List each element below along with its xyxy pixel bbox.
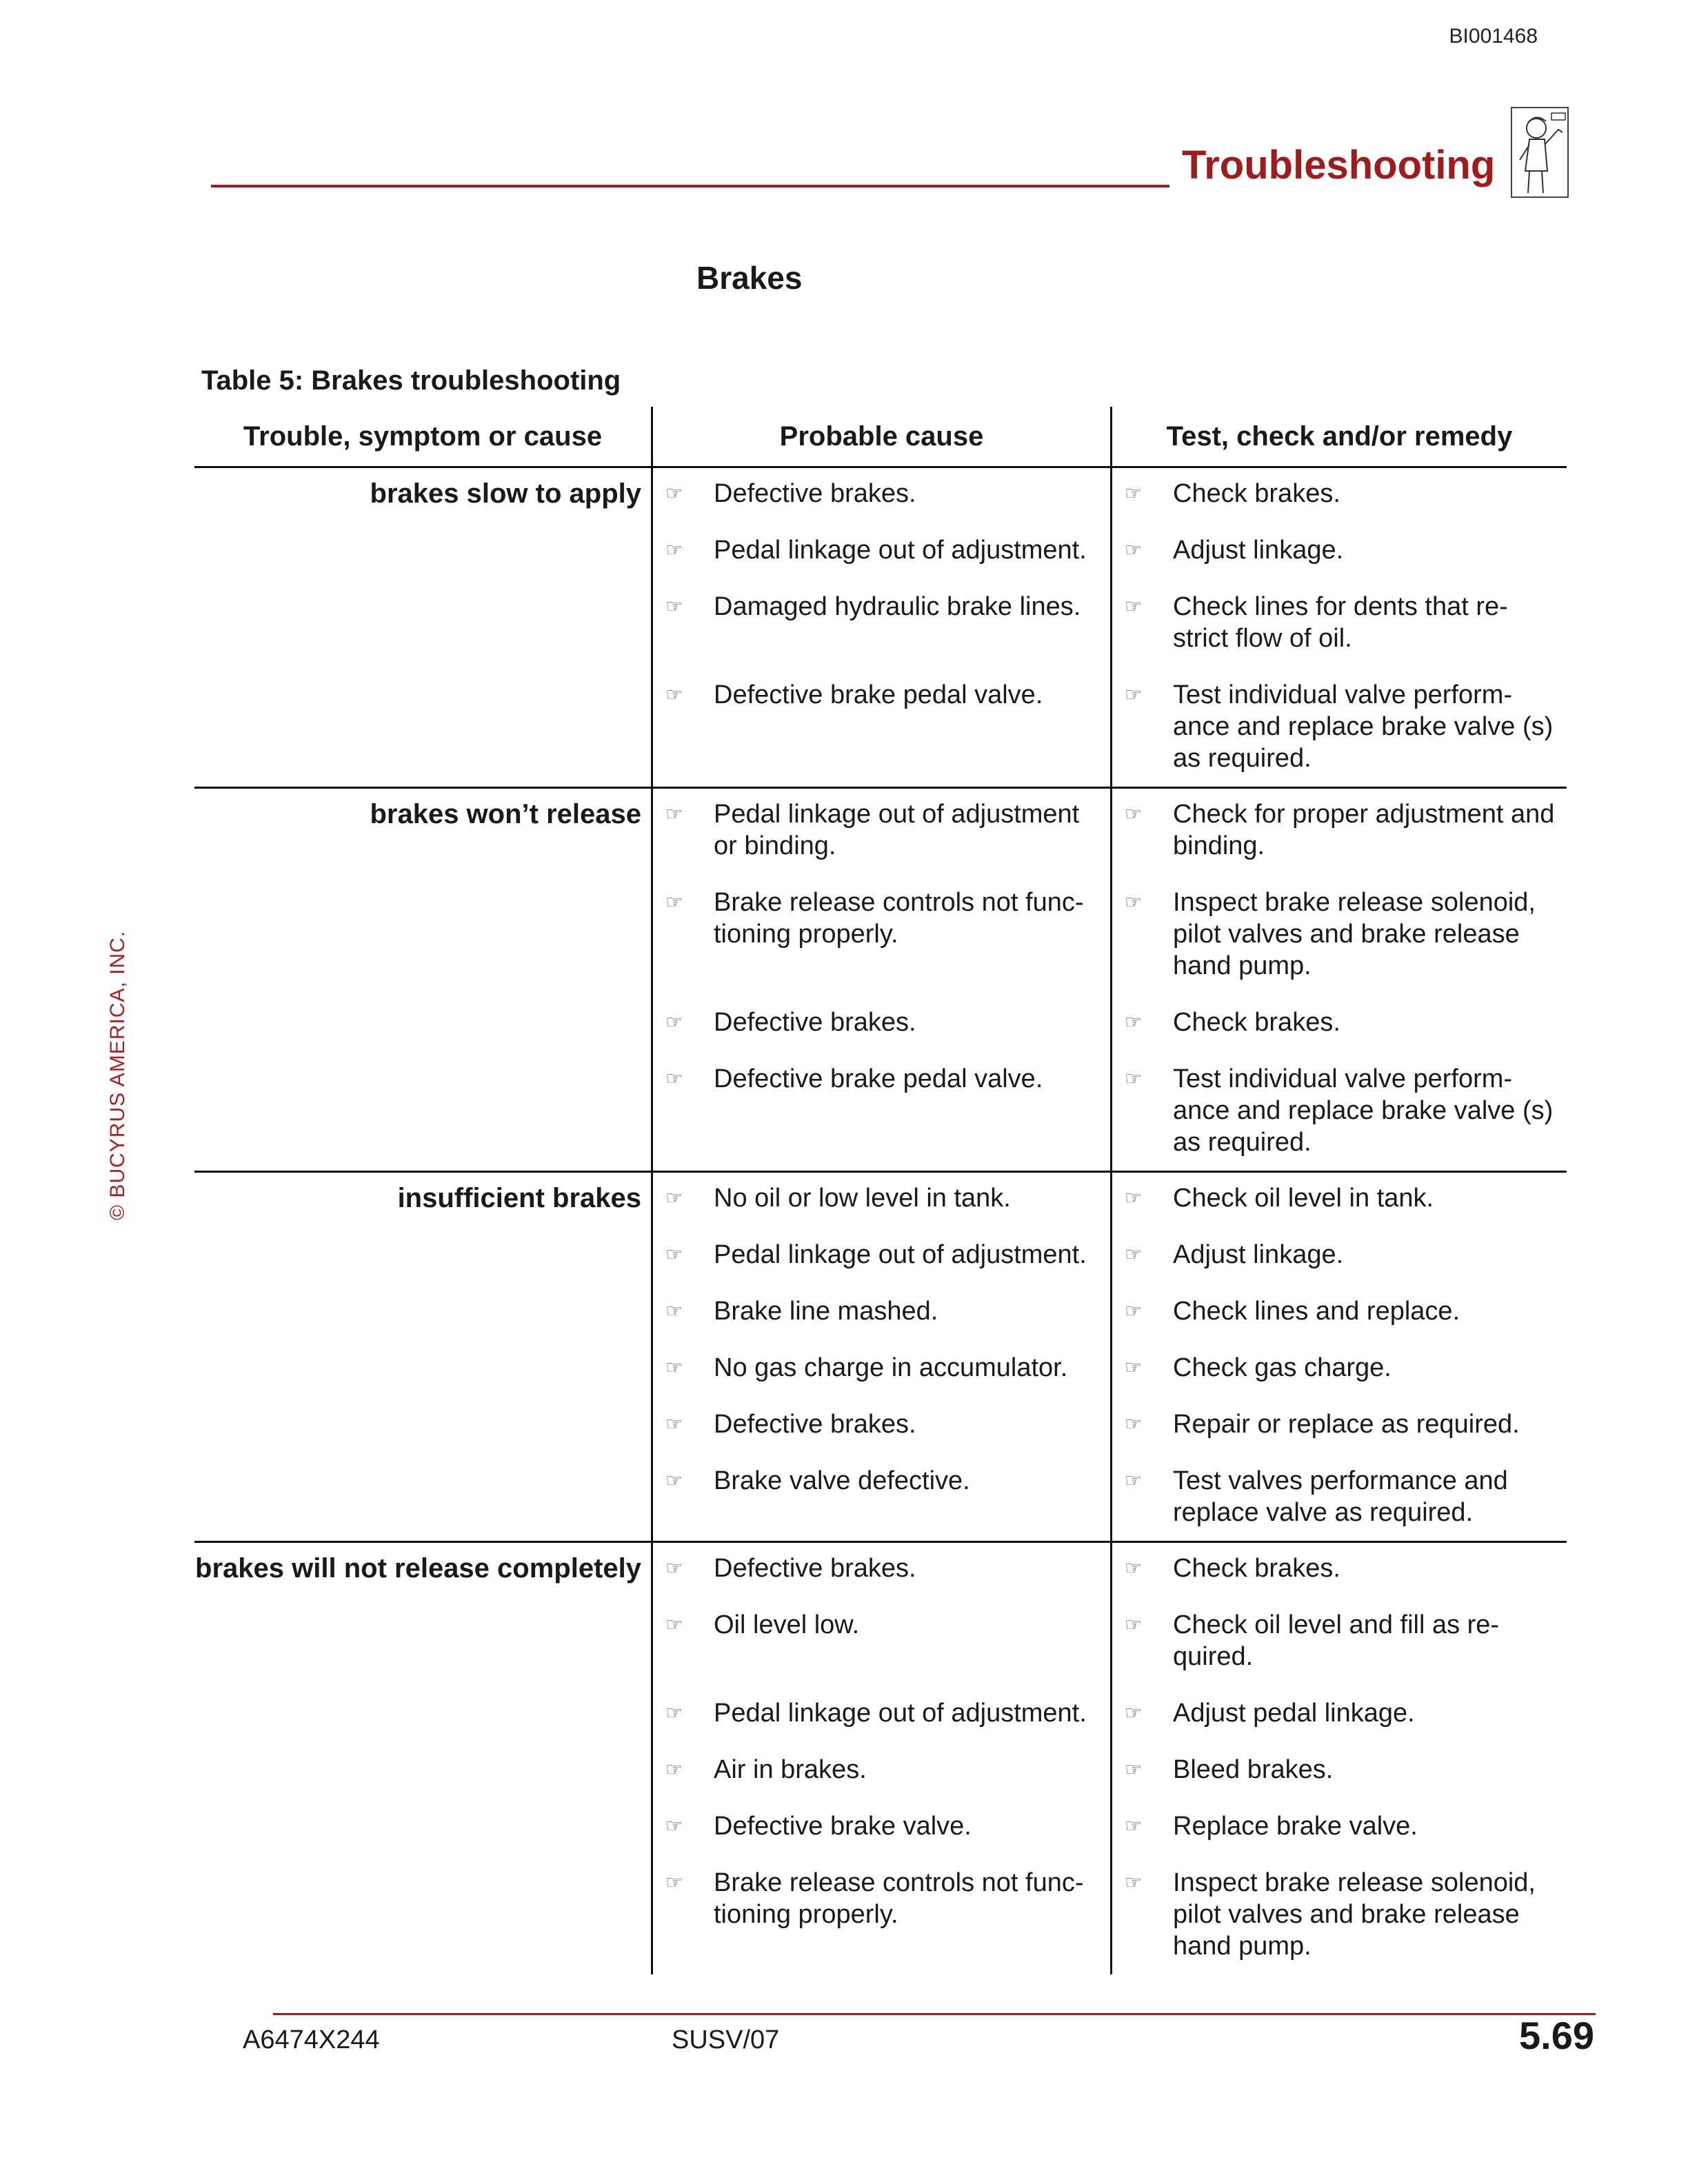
table-row	[651, 1465, 1567, 1541]
remedy-cell	[1110, 468, 1567, 534]
pointing-hand-icon: ☞	[665, 1872, 683, 1893]
table-row	[651, 1867, 1567, 1974]
pointing-hand-icon: ☞	[1125, 1011, 1143, 1033]
probable-cause-text: Pedal linkage out of adjustment.	[714, 1699, 1087, 1728]
probable-cause-cell	[651, 1352, 1110, 1408]
remedy-cell	[1110, 1543, 1567, 1609]
document-id: BI001468	[1449, 25, 1538, 48]
remedy-text: Bleed brakes.	[1173, 1755, 1334, 1784]
pointing-hand-icon: ☞	[1125, 1702, 1143, 1723]
pointing-hand-icon: ☞	[1125, 596, 1143, 617]
probable-cause-text: No oil or low level in tank.	[714, 1184, 1011, 1213]
pointing-hand-icon: ☞	[1125, 1187, 1143, 1209]
probable-cause-text: Defective brakes.	[714, 1554, 916, 1583]
remedy-cell	[1110, 887, 1567, 1007]
probable-cause-text: Oil level low.	[714, 1610, 860, 1639]
table-header-row	[194, 407, 1567, 468]
probable-cause-cell	[651, 1543, 1110, 1609]
trouble-symptom: brakes will not release completely	[195, 1553, 641, 1584]
trouble-items	[651, 468, 1567, 787]
remedy-cell	[1110, 679, 1567, 787]
remedy-text: Test individual valve perform-ance and replace brake valve (s) as required.	[1173, 680, 1554, 773]
table-row	[651, 1352, 1567, 1408]
column-header-remedy: Test, check and/or remedy	[1110, 407, 1567, 466]
pointing-hand-icon: ☞	[665, 1011, 683, 1033]
page-number: 5.69	[1519, 2014, 1594, 2057]
table-row	[651, 679, 1567, 787]
trouble-items	[651, 789, 1567, 1171]
remedy-text: Check brakes.	[1173, 1008, 1340, 1037]
table-row	[651, 1697, 1567, 1754]
trouble-symptom: brakes slow to apply	[370, 478, 641, 509]
probable-cause-text: Defective brakes.	[714, 1008, 916, 1037]
probable-cause-text: No gas charge in accumulator.	[714, 1353, 1068, 1382]
footer-doc-number: A6474X244	[243, 2025, 380, 2054]
pointing-hand-icon: ☞	[1125, 1557, 1143, 1579]
probable-cause-text: Pedal linkage out of adjustment.	[714, 536, 1087, 565]
pointing-hand-icon: ☞	[665, 684, 683, 705]
probable-cause-text: Defective brake pedal valve.	[714, 1064, 1043, 1093]
remedy-cell	[1110, 1063, 1567, 1171]
trouble-symptom: brakes won’t release	[370, 799, 641, 829]
probable-cause-text: Defective brake pedal valve.	[714, 680, 1043, 709]
table-row	[651, 1239, 1567, 1295]
section-title: Brakes	[696, 260, 803, 296]
pointing-hand-icon: ☞	[665, 1300, 683, 1322]
table-row	[651, 1754, 1567, 1810]
probable-cause-text: Brake release controls not func-tioning properly.	[714, 1868, 1084, 1929]
remedy-cell	[1110, 1007, 1567, 1063]
remedy-cell	[1110, 1173, 1567, 1239]
probable-cause-cell	[651, 591, 1110, 679]
probable-cause-cell	[651, 1754, 1110, 1810]
remedy-cell	[1110, 789, 1567, 887]
table-row	[651, 1063, 1567, 1171]
remedy-cell	[1110, 1810, 1567, 1867]
pointing-hand-icon: ☞	[1125, 1815, 1143, 1837]
probable-cause-cell	[651, 1063, 1110, 1171]
probable-cause-text: Defective brakes.	[714, 1410, 916, 1439]
pointing-hand-icon: ☞	[1125, 539, 1143, 560]
pointing-hand-icon: ☞	[665, 1759, 683, 1780]
remedy-cell	[1110, 1754, 1567, 1810]
trouble-group	[194, 1543, 1567, 1974]
pointing-hand-icon: ☞	[665, 1244, 683, 1265]
remedy-text: Adjust linkage.	[1173, 536, 1344, 565]
table-body	[194, 468, 1567, 1974]
table-row	[651, 1295, 1567, 1352]
column-header-probable-cause: Probable cause	[651, 407, 1110, 466]
pointing-hand-icon: ☞	[665, 891, 683, 913]
table-row	[651, 1408, 1567, 1465]
probable-cause-text: Pedal linkage out of adjustment.	[714, 1240, 1087, 1269]
remedy-text: Replace brake valve.	[1173, 1812, 1418, 1841]
probable-cause-cell	[651, 1239, 1110, 1295]
pointing-hand-icon: ☞	[1125, 1244, 1143, 1265]
probable-cause-text: Air in brakes.	[714, 1755, 867, 1784]
pointing-hand-icon: ☞	[665, 1557, 683, 1579]
remedy-cell	[1110, 1465, 1567, 1541]
pointing-hand-icon: ☞	[1125, 1614, 1143, 1635]
sidebar-copyright: © BUCYRUS AMERICA, INC.	[106, 930, 129, 1220]
probable-cause-text: Damaged hydraulic brake lines.	[714, 592, 1081, 621]
table-row	[651, 1007, 1567, 1063]
probable-cause-cell	[651, 679, 1110, 787]
footer-revision: SUSV/07	[672, 2025, 780, 2054]
pointing-hand-icon: ☞	[665, 1702, 683, 1723]
remedy-text: Inspect brake release solenoid, pilot valves and brake release hand pump.	[1173, 1868, 1536, 1961]
probable-cause-text: Brake valve defective.	[714, 1466, 970, 1495]
remedy-text: Repair or replace as required.	[1173, 1410, 1520, 1439]
probable-cause-cell	[651, 887, 1110, 1007]
remedy-text: Check lines for dents that re-strict flow of oil.	[1173, 592, 1508, 653]
pointing-hand-icon: ☞	[665, 803, 683, 825]
probable-cause-cell	[651, 1007, 1110, 1063]
remedy-text: Inspect brake release solenoid, pilot valves and brake release hand pump.	[1173, 888, 1536, 980]
probable-cause-cell	[651, 1465, 1110, 1541]
table-row	[651, 591, 1567, 679]
pointing-hand-icon: ☞	[665, 596, 683, 617]
probable-cause-cell	[651, 1295, 1110, 1352]
column-header-trouble: Trouble, symptom or cause	[243, 421, 603, 452]
remedy-text: Check brakes.	[1173, 1554, 1340, 1583]
pointing-hand-icon: ☞	[665, 1187, 683, 1209]
probable-cause-cell	[651, 1810, 1110, 1867]
probable-cause-text: Defective brakes.	[714, 479, 916, 508]
probable-cause-cell	[651, 1173, 1110, 1239]
table-row	[651, 887, 1567, 1007]
pointing-hand-icon: ☞	[1125, 684, 1143, 705]
remedy-text: Check brakes.	[1173, 479, 1340, 508]
pointing-hand-icon: ☞	[665, 1815, 683, 1837]
trouble-group	[194, 1173, 1567, 1543]
remedy-cell	[1110, 1697, 1567, 1754]
table-row	[651, 1609, 1567, 1697]
pointing-hand-icon: ☞	[1125, 1759, 1143, 1780]
remedy-text: Adjust pedal linkage.	[1173, 1699, 1415, 1728]
table-caption: Table 5: Brakes troubleshooting	[201, 365, 621, 396]
probable-cause-cell	[651, 1609, 1110, 1697]
pointing-hand-icon: ☞	[665, 1470, 683, 1491]
footer-rule	[273, 2013, 1596, 2015]
probable-cause-cell	[651, 1867, 1110, 1974]
probable-cause-cell	[651, 1408, 1110, 1465]
remedy-text: Check oil level in tank.	[1173, 1184, 1434, 1213]
probable-cause-cell	[651, 534, 1110, 591]
pointing-hand-icon: ☞	[1125, 1872, 1143, 1893]
probable-cause-text: Defective brake valve.	[714, 1812, 972, 1841]
remedy-text: Check lines and replace.	[1173, 1297, 1460, 1326]
probable-cause-text: Pedal linkage out of adjustment or binding.	[714, 800, 1080, 860]
pointing-hand-icon: ☞	[665, 1614, 683, 1635]
remedy-cell	[1110, 1352, 1567, 1408]
remedy-text: Test valves performance and replace valve as required.	[1173, 1466, 1508, 1527]
remedy-text: Check oil level and fill as re-quired.	[1173, 1610, 1500, 1671]
header-rule	[211, 185, 1169, 188]
remedy-text: Check gas charge.	[1173, 1353, 1391, 1382]
remedy-cell	[1110, 1295, 1567, 1352]
remedy-cell	[1110, 1408, 1567, 1465]
table-row	[651, 1543, 1567, 1609]
page-header-title: Troubleshooting	[1182, 143, 1496, 188]
remedy-text: Check for proper adjustment and binding.	[1173, 800, 1555, 860]
troubleshooting-table	[194, 407, 1567, 1974]
remedy-cell	[1110, 1609, 1567, 1697]
table-row	[651, 1173, 1567, 1239]
pointing-hand-icon: ☞	[665, 483, 683, 504]
table-row	[651, 534, 1567, 591]
trouble-group	[194, 468, 1567, 789]
pointing-hand-icon: ☞	[1125, 483, 1143, 504]
pointing-hand-icon: ☞	[1125, 1357, 1143, 1378]
probable-cause-cell	[651, 789, 1110, 887]
pointing-hand-icon: ☞	[665, 1413, 683, 1435]
remedy-text: Test individual valve perform-ance and replace brake valve (s) as required.	[1173, 1064, 1554, 1157]
table-row	[651, 468, 1567, 534]
pointing-hand-icon: ☞	[1125, 803, 1143, 825]
table-row	[651, 789, 1567, 887]
remedy-cell	[1110, 1239, 1567, 1295]
pointing-hand-icon: ☞	[1125, 1470, 1143, 1491]
trouble-items	[651, 1543, 1567, 1974]
probable-cause-cell	[651, 468, 1110, 534]
probable-cause-text: Brake line mashed.	[714, 1297, 938, 1326]
pointing-hand-icon: ☞	[1125, 891, 1143, 913]
remedy-cell	[1110, 534, 1567, 591]
pointing-hand-icon: ☞	[665, 1357, 683, 1378]
pointing-hand-icon: ☞	[665, 539, 683, 560]
trouble-symptom: insufficient brakes	[397, 1183, 641, 1213]
mechanic-figure-icon	[1509, 105, 1571, 200]
pointing-hand-icon: ☞	[1125, 1413, 1143, 1435]
pointing-hand-icon: ☞	[665, 1068, 683, 1089]
remedy-text: Adjust linkage.	[1173, 1240, 1344, 1269]
table-row	[651, 1810, 1567, 1867]
pointing-hand-icon: ☞	[1125, 1300, 1143, 1322]
probable-cause-text: Brake release controls not func-tioning properly.	[714, 888, 1084, 949]
probable-cause-cell	[651, 1697, 1110, 1754]
remedy-cell	[1110, 1867, 1567, 1974]
trouble-items	[651, 1173, 1567, 1541]
pointing-hand-icon: ☞	[1125, 1068, 1143, 1089]
remedy-cell	[1110, 591, 1567, 679]
trouble-group	[194, 789, 1567, 1173]
